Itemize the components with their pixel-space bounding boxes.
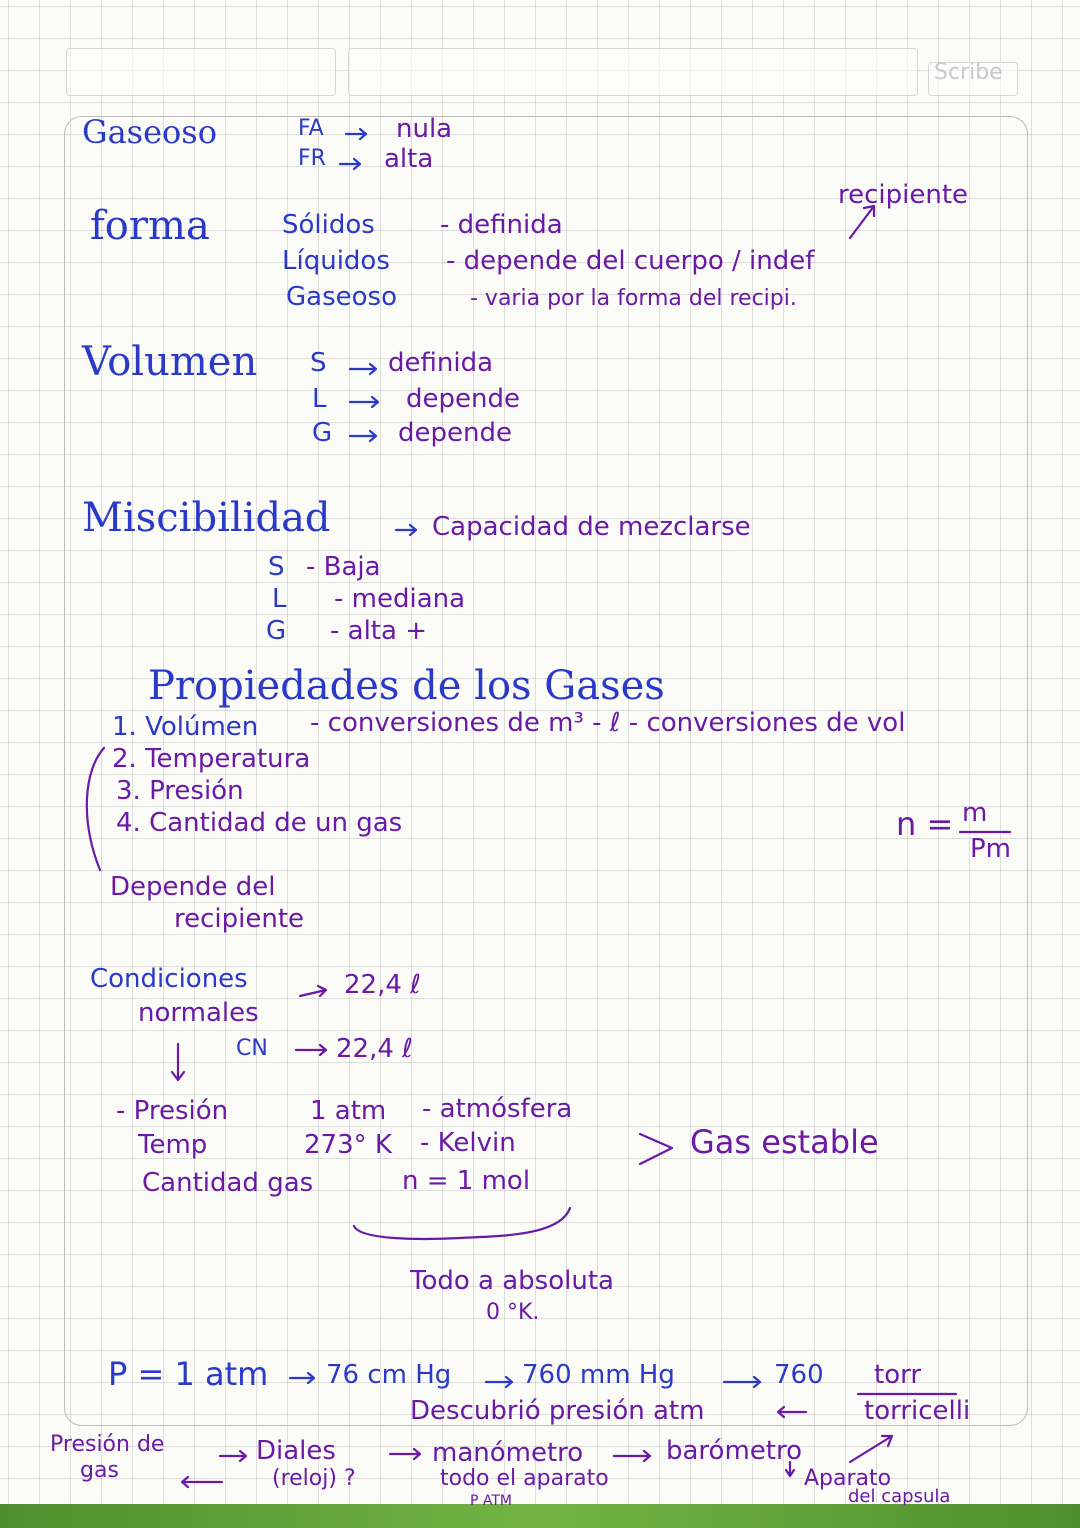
cantidad-value: n = 1 mol (402, 1166, 531, 1196)
manometro-label: manómetro (432, 1438, 584, 1468)
gaseoso-heading: Gaseoso (82, 113, 217, 151)
presion-gas-line2: gas (80, 1458, 119, 1483)
fr-value: alta (384, 144, 434, 174)
miscibilidad-description: Capacidad de mezclarse (432, 512, 751, 542)
depende-del-line2: recipiente (174, 904, 305, 934)
presion-value: 1 atm (310, 1096, 387, 1126)
header-field-left (66, 48, 336, 96)
formula-lhs: n = (896, 805, 954, 843)
volumen-g-value: depende (398, 418, 512, 448)
temp-unit: - Kelvin (420, 1128, 516, 1158)
torr-number: 760 (774, 1360, 824, 1390)
volumen-s-value: definida (388, 348, 494, 378)
solidos-value: - definida (440, 210, 563, 240)
volumen-s-label: S (310, 348, 327, 378)
miscibilidad-l-label: L (272, 584, 287, 614)
p-equals-atm: P = 1 atm (108, 1355, 269, 1393)
presion-label: - Presión (116, 1096, 229, 1126)
gaseoso-forma-label: Gaseoso (286, 282, 397, 312)
cn-value: 22,4 ℓ (336, 1034, 413, 1064)
fa-label: FA (298, 116, 324, 141)
cm-hg: 76 cm Hg (326, 1360, 452, 1390)
header-field-middle (348, 48, 918, 96)
reloj-label: (reloj) ? (272, 1466, 356, 1491)
miscibilidad-l-value: - mediana (334, 584, 466, 614)
propiedad-presion: 3. Presión (116, 776, 244, 806)
torr-label: torr (874, 1360, 922, 1390)
cn-label: CN (236, 1036, 268, 1061)
mm-hg: 760 mm Hg (522, 1360, 675, 1390)
condiciones-value: 22,4 ℓ (344, 970, 421, 1000)
liquidos-value: - depende del cuerpo / indef (446, 246, 815, 276)
todo-absoluta-sub: 0 °K. (486, 1300, 540, 1325)
condiciones-line2: normales (138, 998, 259, 1028)
presion-gas-line1: Presión de (50, 1432, 165, 1457)
formula-denominator: Pm (970, 834, 1012, 864)
temp-value: 273° K (304, 1130, 392, 1160)
propiedad-volumen-desc: - conversiones de m³ - ℓ - conversiones de vol (310, 708, 906, 738)
volumen-l-value: depende (406, 384, 520, 414)
torricelli-label: torricelli (864, 1396, 971, 1426)
recipiente-note: recipiente (838, 180, 969, 210)
temp-label: Temp (138, 1130, 208, 1160)
diales-label: Diales (256, 1436, 336, 1466)
depende-del-line1: Depende del (110, 872, 276, 902)
propiedad-cantidad: 4. Cantidad de un gas (116, 808, 403, 838)
liquidos-label: Líquidos (282, 246, 390, 276)
propiedad-volumen: 1. Volúmen (112, 712, 259, 742)
fa-value: nula (396, 114, 453, 144)
cantidad-label: Cantidad gas (142, 1168, 314, 1198)
fr-label: FR (298, 146, 326, 171)
todo-aparato: todo el aparato (440, 1466, 609, 1491)
todo-absoluta: Todo a absoluta (410, 1266, 614, 1296)
gas-estable: Gas estable (690, 1123, 879, 1161)
gaseoso-forma-value: - varia por la forma del recipi. (470, 286, 797, 311)
volumen-g-label: G (312, 418, 333, 448)
formula-numerator: m (962, 798, 988, 828)
volumen-l-label: L (312, 384, 327, 414)
aparato-label: Aparato (804, 1466, 892, 1491)
miscibilidad-s-label: S (268, 552, 285, 582)
bottom-edge (0, 1504, 1080, 1528)
miscibilidad-g-value: - alta + (330, 616, 427, 646)
propiedades-heading: Propiedades de los Gases (148, 663, 665, 709)
propiedad-temperatura: 2. Temperatura (112, 744, 311, 774)
miscibilidad-g-label: G (266, 616, 287, 646)
miscibilidad-heading: Miscibilidad (82, 495, 331, 541)
barometro-label: barómetro (666, 1436, 803, 1466)
forma-heading: forma (90, 203, 210, 249)
patm-label: P ATM (470, 1493, 513, 1509)
scribe-label: Scribe (934, 60, 1003, 85)
volumen-heading: Volumen (82, 339, 258, 385)
miscibilidad-s-value: - Baja (306, 552, 381, 582)
solidos-label: Sólidos (282, 210, 375, 240)
del-capsula: del capsula (848, 1486, 951, 1507)
condiciones-line1: Condiciones (90, 964, 248, 994)
descubrio-presion: Descubrió presión atm (410, 1396, 705, 1426)
presion-unit: - atmósfera (422, 1094, 573, 1124)
